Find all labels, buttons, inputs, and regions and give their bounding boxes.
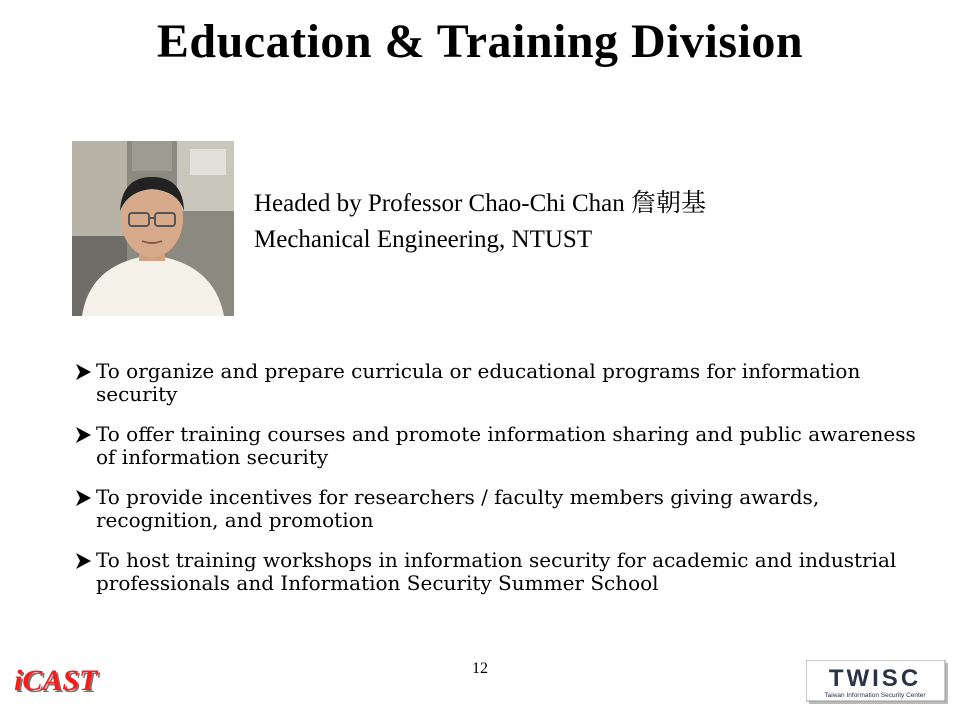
bullet-text: To provide incentives for researchers / faculty members giving awards, recognition, and promotion [96, 485, 820, 532]
slide-title: Education & Training Division [156, 15, 804, 68]
professor-photo [72, 141, 234, 316]
bullet-item [74, 423, 934, 469]
logo-text: TWISC [828, 665, 922, 692]
bullet-item [74, 360, 934, 406]
icast-logo: iCAST [14, 664, 98, 697]
page-number: 12 [472, 660, 488, 677]
arrow-bullet-icon [74, 426, 92, 444]
logo-caption: Taiwan Information Security Center [824, 692, 926, 699]
bullet-item [74, 549, 934, 595]
arrow-bullet-icon [74, 363, 92, 381]
head-line-1: Headed by Professor Chao-Chi Chan 詹朝基 [254, 190, 707, 217]
bullet-list [74, 360, 934, 612]
head-info [254, 186, 706, 258]
arrow-bullet-icon [74, 552, 92, 570]
bullet-text: To organize and prepare curricula or educational programs for information security [96, 359, 861, 406]
bullet-text: To host training workshops in information security for academic and industrial professionals and Information Security Summer School [96, 548, 897, 595]
twisc-logo [806, 660, 948, 704]
arrow-bullet-icon [74, 489, 92, 507]
bullet-text: To offer training courses and promote information sharing and public awareness of information security [96, 422, 916, 469]
bullet-item [74, 486, 934, 532]
head-line-2: Mechanical Engineering, NTUST [254, 226, 593, 253]
